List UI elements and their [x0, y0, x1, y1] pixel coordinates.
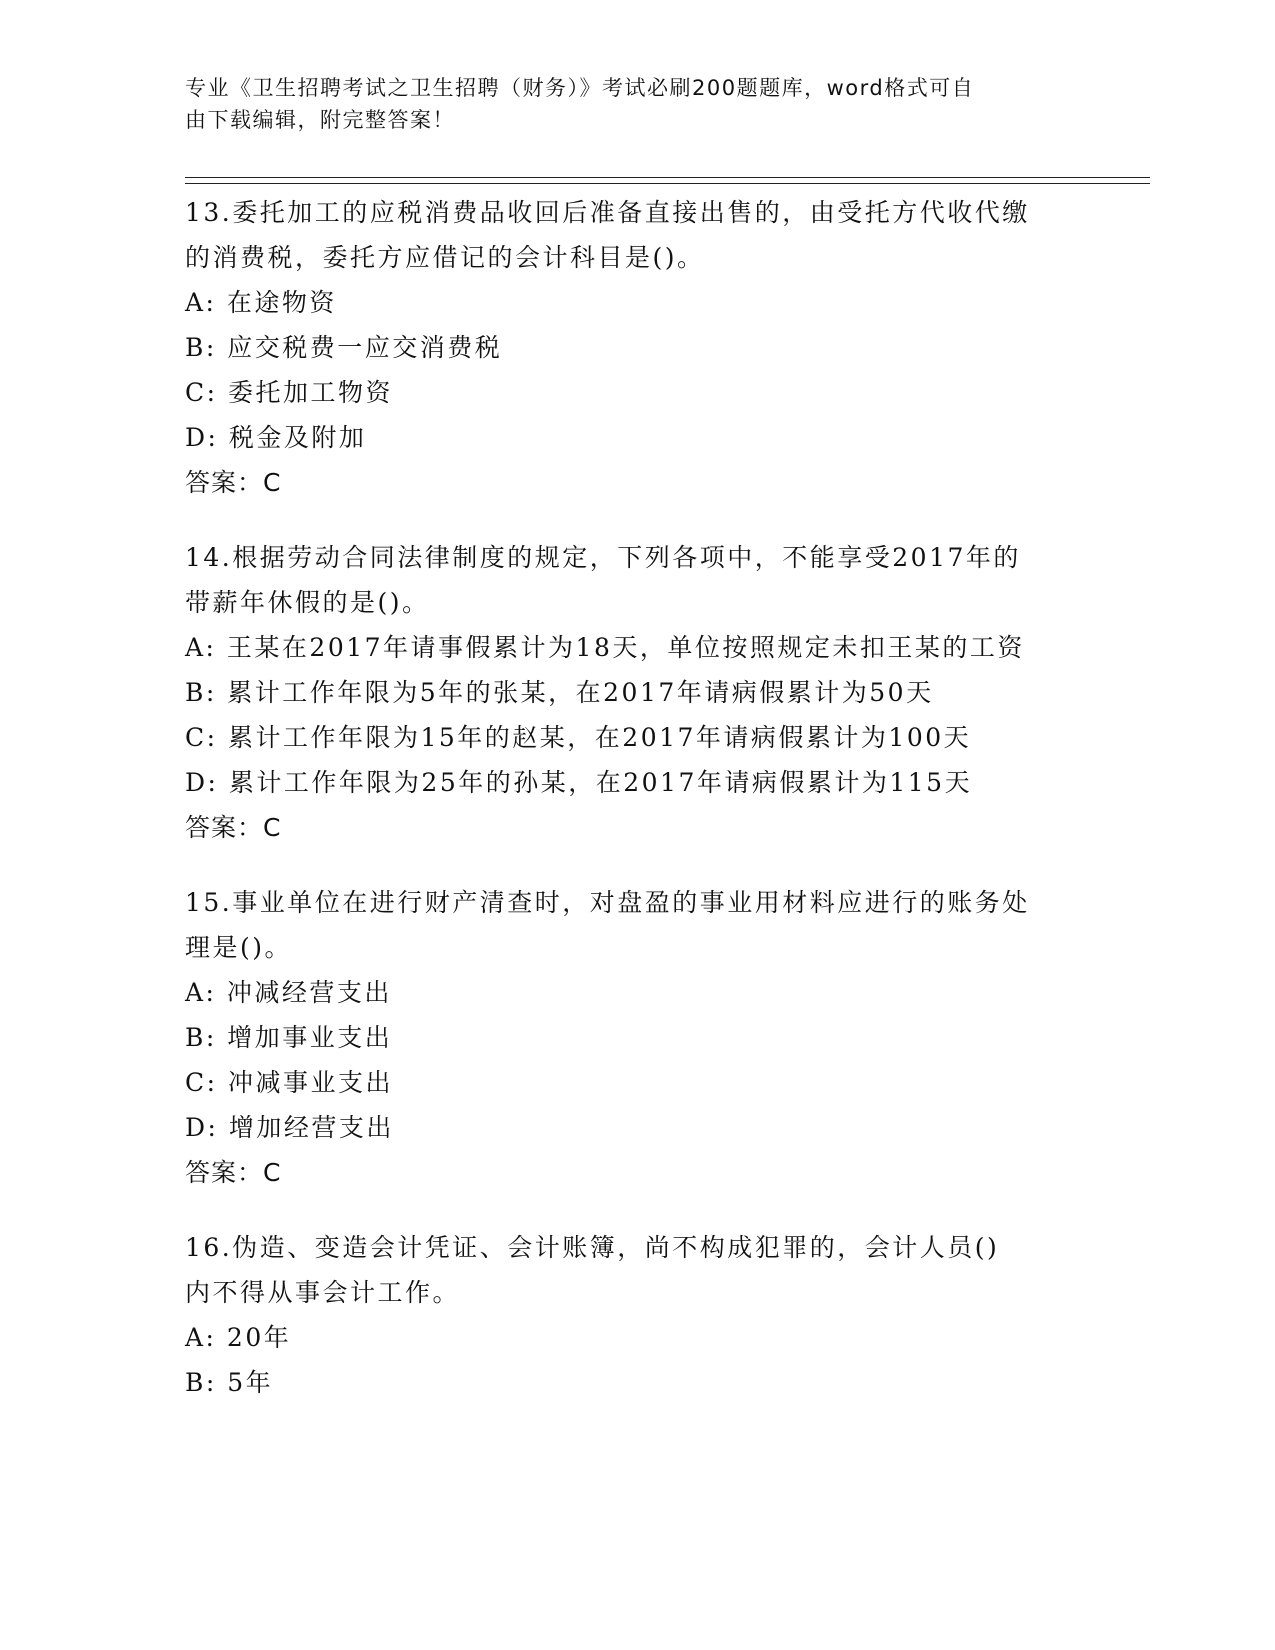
option-a: A: 冲减经营支出: [185, 978, 392, 1007]
question-stem: 13.委托加工的应税消费品收回后准备直接出售的，由受托方代收代缴: [185, 198, 1030, 227]
option-a: A: 20年: [185, 1323, 292, 1352]
question-13: [185, 190, 1085, 505]
answer: 答案：C: [185, 1158, 282, 1187]
question-stem-continued: 内不得从事会计工作。: [185, 1278, 461, 1307]
option-d: D: 税金及附加: [185, 423, 367, 452]
question-stem: 14.根据劳动合同法律制度的规定，下列各项中，不能享受2017年的: [185, 543, 1021, 572]
option-b: B: 应交税费一应交消费税: [185, 333, 503, 362]
option-d: D: 累计工作年限为25年的孙某，在2017年请病假累计为115天: [185, 768, 973, 797]
header-divider-second: [185, 183, 1150, 184]
option-a: A: 在途物资: [185, 288, 337, 317]
document-header: [185, 72, 1065, 136]
option-c: C: 委托加工物资: [185, 378, 393, 407]
header-line-1: 专业《卫生招聘考试之卫生招聘（财务）》考试必刷200题题库，word格式可自: [185, 76, 975, 100]
header-divider: [185, 177, 1150, 178]
answer: 答案：C: [185, 813, 282, 842]
option-a: A: 王某在2017年请事假累计为18天，单位按照规定未扣王某的工资: [185, 633, 1025, 662]
option-c: C: 累计工作年限为15年的赵某，在2017年请病假累计为100天: [185, 723, 972, 752]
question-stem: 16.伪造、变造会计凭证、会计账簿，尚不构成犯罪的，会计人员(): [185, 1233, 1000, 1262]
question-stem: 15.事业单位在进行财产清查时，对盘盈的事业用材料应进行的账务处: [185, 888, 1030, 917]
question-stem-continued: 带薪年休假的是()。: [185, 588, 430, 617]
header-line-2: 由下载编辑，附完整答案！: [185, 108, 455, 132]
answer: 答案：C: [185, 468, 282, 497]
option-d: D: 增加经营支出: [185, 1113, 394, 1142]
question-stem-continued: 理是()。: [185, 933, 293, 962]
option-b: B: 增加事业支出: [185, 1023, 393, 1052]
option-b: B: 5年: [185, 1368, 274, 1397]
question-list: [185, 190, 1085, 1435]
option-b: B: 累计工作年限为5年的张某，在2017年请病假累计为50天: [185, 678, 934, 707]
question-16: [185, 1225, 1085, 1405]
option-c: C: 冲减事业支出: [185, 1068, 393, 1097]
question-14: [185, 535, 1085, 850]
question-15: [185, 880, 1085, 1195]
question-stem-continued: 的消费税，委托方应借记的会计科目是()。: [185, 243, 705, 272]
